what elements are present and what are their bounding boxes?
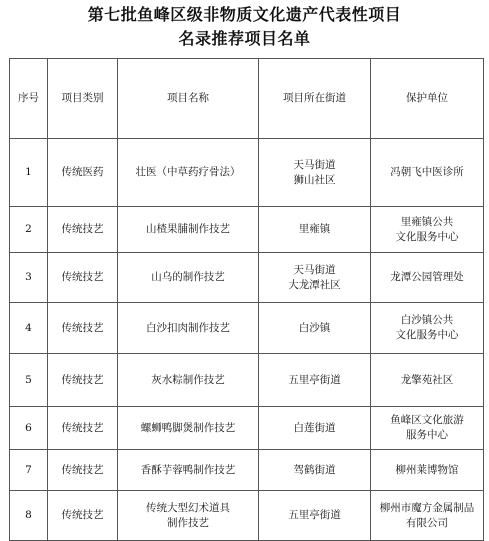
cell-project-street: 里雍镇 (259, 207, 371, 253)
cell-serial-number: 8 (10, 491, 48, 541)
cell-project-street: 天马街道 狮山社区 (259, 139, 371, 207)
cell-project-category: 传统技艺 (48, 354, 118, 407)
cell-serial-number: 6 (10, 407, 48, 450)
cell-project-category: 传统技艺 (48, 491, 118, 541)
cell-project-street: 白莲街道 (259, 407, 371, 450)
cell-serial-number: 4 (10, 303, 48, 354)
cell-protection-unit: 里雍镇公共 文化服务中心 (371, 207, 484, 253)
cell-serial-number: 5 (10, 354, 48, 407)
cell-serial-number: 3 (10, 253, 48, 303)
cell-project-name: 传统大型幻术道具 制作技艺 (118, 491, 259, 541)
cell-project-category: 传统技艺 (48, 303, 118, 354)
cell-project-street: 天马街道 大龙潭社区 (259, 253, 371, 303)
cell-project-name: 螺蛳鸭脚煲制作技艺 (118, 407, 259, 450)
cell-project-name: 山乌的制作技艺 (118, 253, 259, 303)
table-row (10, 139, 484, 207)
table-row (10, 354, 484, 407)
header-protection-unit: 保护单位 (371, 59, 484, 139)
cell-project-street: 驾鹤街道 (259, 450, 371, 491)
project-list-table (9, 58, 484, 541)
cell-project-name: 灰水粽制作技艺 (118, 354, 259, 407)
cell-project-name: 白沙扣肉制作技艺 (118, 303, 259, 354)
title-line-2: 名录推荐项目名单 (178, 29, 311, 48)
cell-project-category: 传统技艺 (48, 207, 118, 253)
title-line-1: 第七批鱼峰区级非物质文化遗产代表性项目 (87, 5, 402, 24)
cell-project-category: 传统医药 (48, 139, 118, 207)
cell-serial-number: 7 (10, 450, 48, 491)
cell-project-street: 五里亭街道 (259, 491, 371, 541)
table-row (10, 450, 484, 491)
cell-protection-unit: 龙潭公园管理处 (371, 253, 484, 303)
cell-project-name: 壮医（中草药疗骨法） (118, 139, 259, 207)
cell-serial-number: 1 (10, 139, 48, 207)
table-row (10, 253, 484, 303)
table-header-row (10, 59, 484, 139)
cell-project-name: 山楂果脯制作技艺 (118, 207, 259, 253)
cell-protection-unit: 柳州莱博物馆 (371, 450, 484, 491)
table-row (10, 491, 484, 541)
cell-serial-number: 2 (10, 207, 48, 253)
cell-protection-unit: 柳州市魔方金属制品 有限公司 (371, 491, 484, 541)
cell-project-street: 白沙镇 (259, 303, 371, 354)
cell-project-street: 五里亭街道 (259, 354, 371, 407)
cell-protection-unit: 冯朝飞中医诊所 (371, 139, 484, 207)
table-row (10, 303, 484, 354)
header-serial-number: 序号 (10, 59, 48, 139)
cell-project-category: 传统技艺 (48, 407, 118, 450)
table-row (10, 407, 484, 450)
header-project-category: 项目类别 (48, 59, 118, 139)
cell-protection-unit: 白沙镇公共 文化服务中心 (371, 303, 484, 354)
cell-project-name: 香酥芋蓉鸭制作技艺 (118, 450, 259, 491)
header-project-name: 项目名称 (118, 59, 259, 139)
cell-protection-unit: 龙擎苑社区 (371, 354, 484, 407)
cell-project-category: 传统技艺 (48, 450, 118, 491)
header-project-street: 项目所在街道 (259, 59, 371, 139)
table-row (10, 207, 484, 253)
cell-project-category: 传统技艺 (48, 253, 118, 303)
cell-protection-unit: 鱼峰区文化旅游 服务中心 (371, 407, 484, 450)
